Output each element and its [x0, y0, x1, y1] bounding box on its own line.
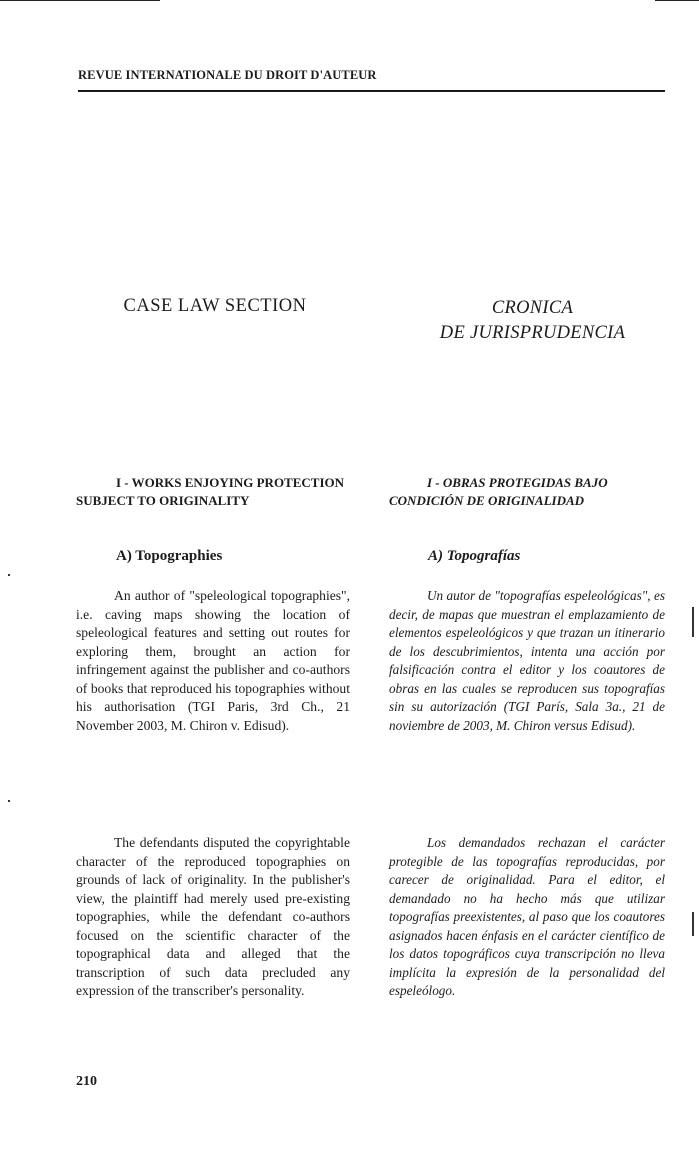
paragraph-english-2: The defendants disputed the copyrightable character of the reproduced topographies on grounds of lack of originality. In the publisher's view, the plaintiff had merely used pre-existing topographies, while the defendant co-authors focused on the scientific character of the topographical data and alleged that the transcription of such data precluded any expression of the transcriber's personality. [76, 835, 350, 998]
section-title-spanish-line2: DE JURISPRUDENCIA [439, 323, 626, 343]
subheading-english: A) Topographies [116, 548, 223, 564]
page-number: 210 [76, 1074, 97, 1089]
right-margin-mark [692, 607, 694, 637]
running-head: REVUE INTERNATIONALE DU DROIT D'AUTEUR [78, 68, 377, 82]
left-margin-dot [8, 574, 10, 576]
paragraph-spanish-2: Los demandados rechazan el carácter protegible de las topografías reproducidas, por carecer de originalidad. Para el editor, el demandado no ha hecho más que utilizar topografías preexistentes, al paso que los coautores asignados hacen énfasis en el carácter científico de los datos topográficos cuya transcripción no lleva implícita la expresión de la personalidad del espeleólogo. [389, 835, 665, 998]
section-title-spanish-line1: CRONICA [491, 298, 574, 318]
part-heading-spanish [389, 474, 665, 510]
left-margin-dot-lower [8, 800, 10, 802]
part-heading-english-line1: I - WORKS ENJOYING PROTECTION [116, 475, 345, 490]
header-rule [78, 90, 665, 92]
subheading-spanish: A) Topografías [428, 548, 521, 564]
part-heading-english [76, 474, 350, 510]
part-heading-spanish-line2: CONDICIÓN DE ORIGINALIDAD [389, 493, 585, 508]
paragraph-english-1: An author of "speleological topographies", i.e. caving maps showing the location of speleological features and setting out routes for exploring them, brought an action for infringement against the publisher and co-authors of books that reproduced his topographies without his authorisation (TGI Paris, 3rd Ch., 21 November 2003, M. Chiron v. Edisud). [76, 588, 350, 733]
right-margin-mark-lower [692, 912, 694, 936]
scan-edge-line-left [0, 0, 160, 1]
section-title-spanish [400, 296, 665, 346]
paragraph-spanish-1: Un autor de "topografías espeleológicas", es decir, de mapas que muestran el emplazamiento de elementos espeleológicos y que trazan un itinerario de los descubrimientos, intenta una acción por falsificación contra el editor y los coautores de obras en las cuales se reproducen sus topografías sin su autorización (TGI París, Sala 3a., 21 de noviembre de 2003, M. Chiron versus Edisud). [389, 588, 665, 733]
part-heading-spanish-line1: I - OBRAS PROTEGIDAS BAJO [427, 475, 608, 490]
scan-edge-line-right [655, 0, 699, 1]
part-heading-english-line2: SUBJECT TO ORIGINALITY [76, 493, 250, 508]
section-title-english: CASE LAW SECTION [123, 296, 307, 316]
